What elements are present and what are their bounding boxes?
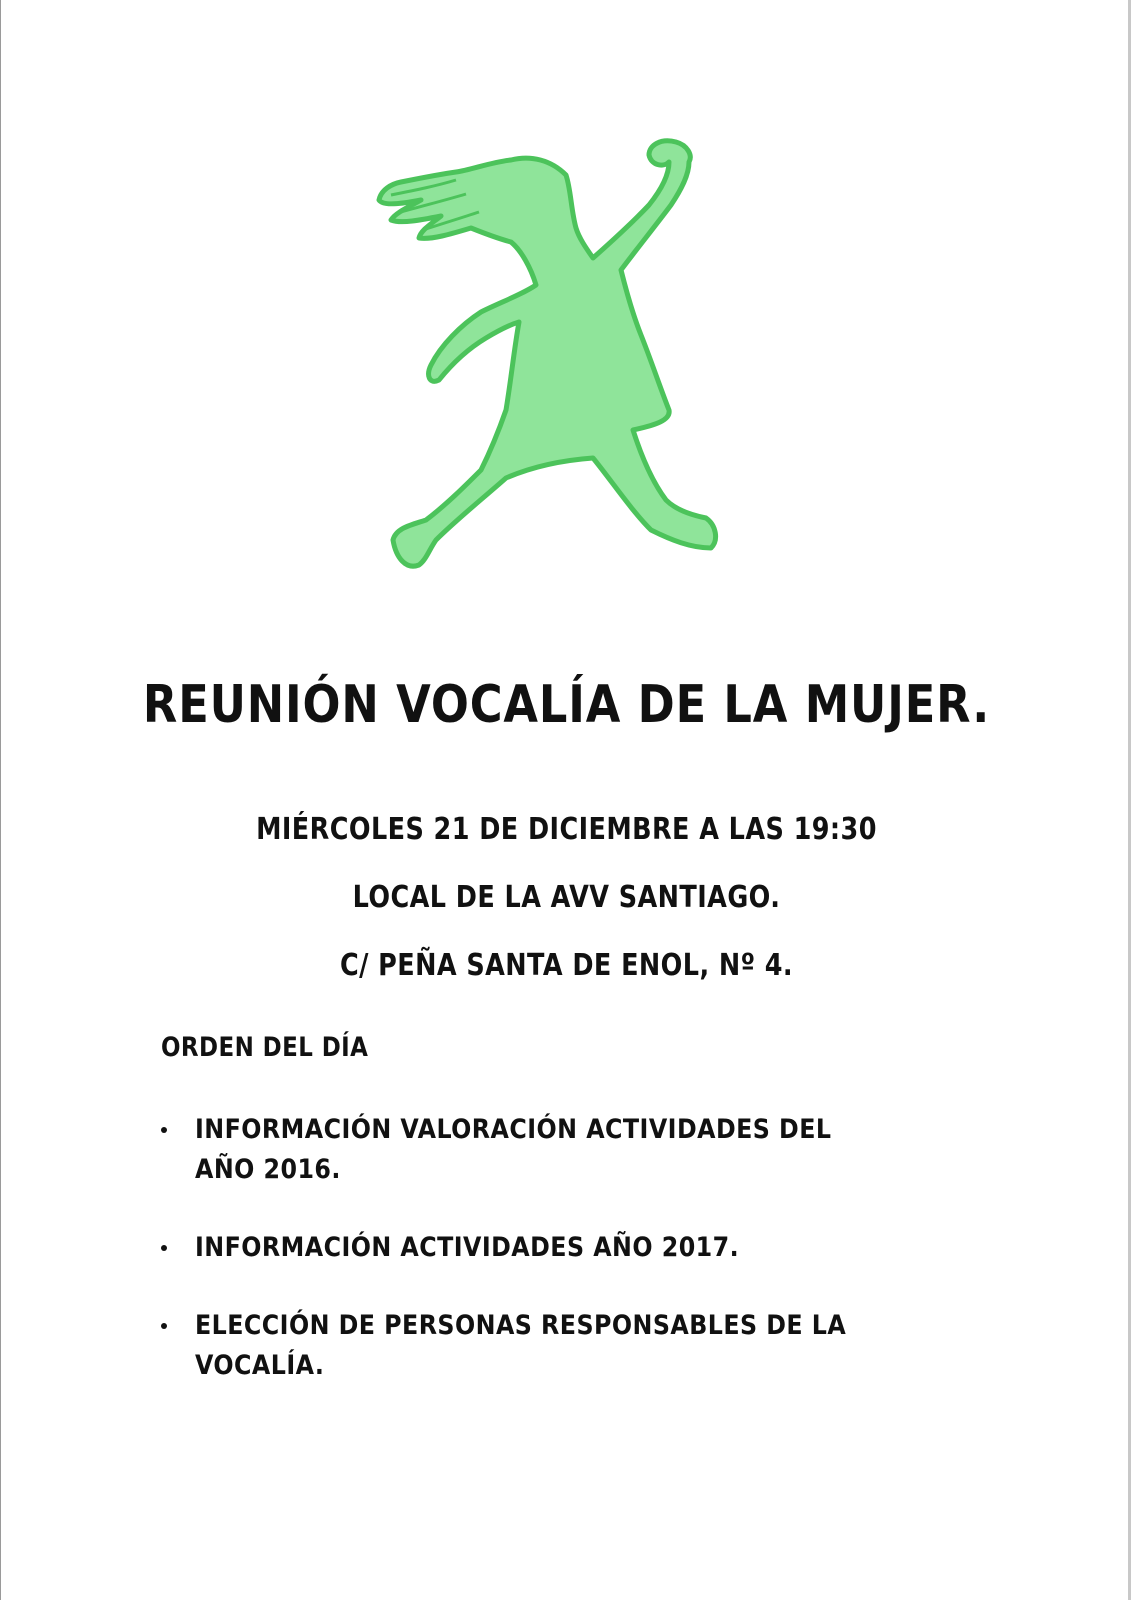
agenda-item-line: INFORMACIÓN VALORACIÓN ACTIVIDADES DEL xyxy=(195,1114,832,1145)
agenda-item xyxy=(151,1228,1075,1268)
event-date: MIÉRCOLES 21 DE DICIEMBRE A LAS 19:30 xyxy=(256,812,877,847)
agenda-item xyxy=(151,1110,1075,1190)
agenda-item-line: ELECCIÓN DE PERSONAS RESPONSABLES DE LA xyxy=(195,1310,847,1341)
event-address: C/ PEÑA SANTA DE ENOL, Nº 4. xyxy=(339,948,794,983)
bullet-icon xyxy=(161,1245,167,1251)
bullet-icon xyxy=(161,1323,167,1329)
dancing-woman-silhouette-icon xyxy=(371,120,731,600)
agenda-heading: ORDEN DEL DÍA xyxy=(161,1032,369,1063)
bullet-icon xyxy=(161,1127,167,1133)
agenda-item-line: AÑO 2016. xyxy=(195,1154,341,1185)
agenda-item-line: VOCALÍA. xyxy=(195,1350,325,1381)
agenda-item xyxy=(151,1306,1075,1386)
event-location: LOCAL DE LA AVV SANTIAGO. xyxy=(352,880,781,915)
event-title: REUNIÓN VOCALÍA DE LA MUJER. xyxy=(142,675,991,735)
agenda-item-line: INFORMACIÓN ACTIVIDADES AÑO 2017. xyxy=(195,1232,740,1263)
